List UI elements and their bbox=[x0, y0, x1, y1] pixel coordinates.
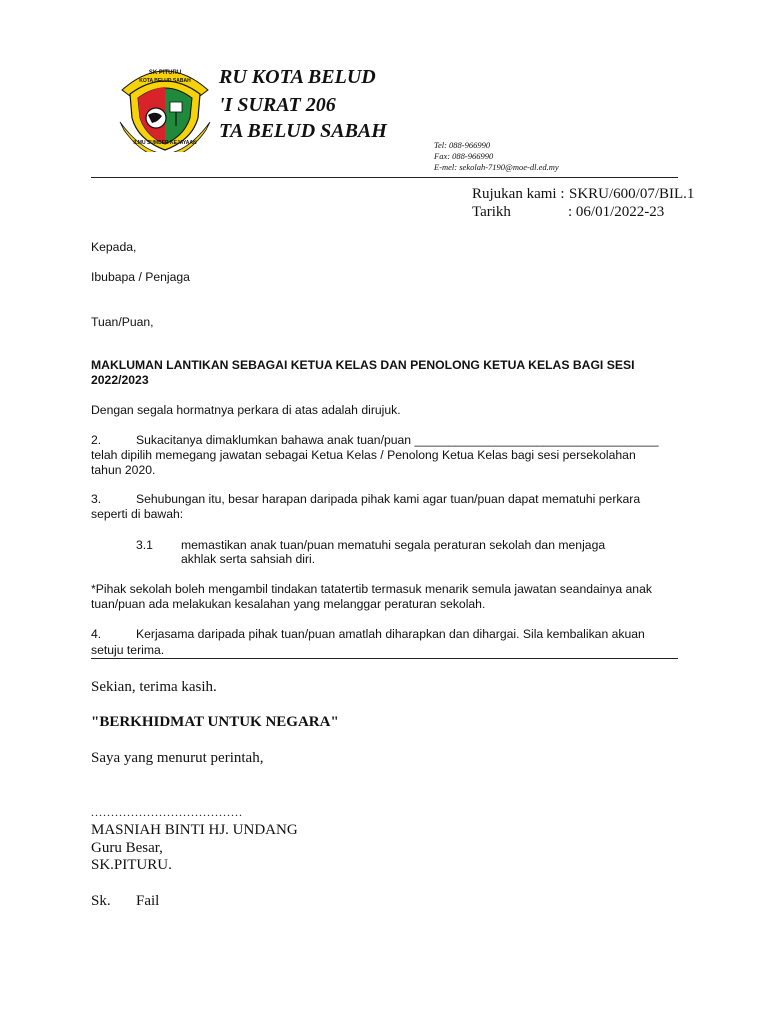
reference-value: SKRU/600/07/BIL.1 bbox=[569, 186, 695, 202]
disciplinary-note-line-1: *Pihak sekolah boleh mengambil tindakan tatatertib termasuk menarik semula jawatan seandainya anak bbox=[91, 582, 652, 596]
logo-motto: ILMU SUMBER KEJAYAAN bbox=[133, 140, 197, 146]
paragraph-3-line-2: seperti di bawah: bbox=[91, 507, 184, 521]
closing-thanks: Sekian, terima kasih. bbox=[91, 679, 217, 695]
paragraph-3-line-1: Sehubungan itu, besar harapan daripada pihak kami agar tuan/puan dapat mematuhi perkara bbox=[136, 492, 641, 506]
logo-arc-sub: KOTA BELUD SABAH bbox=[139, 78, 191, 84]
contact-fax: Fax: 088-966990 bbox=[434, 151, 494, 161]
addressee-heading: Kepada, bbox=[91, 240, 137, 254]
letter-title-line-2: 2022/2023 bbox=[91, 373, 149, 387]
contact-email: E-mel: sekolah-7190@moe-dl.ed.my bbox=[434, 162, 559, 172]
paragraph-2-number: 2. bbox=[91, 433, 102, 447]
disciplinary-note-line-2: tuan/puan ada melakukan kesalahan yang melanggar peraturan sekolah. bbox=[91, 597, 486, 611]
letterhead-divider bbox=[91, 177, 678, 178]
letter-title-line-1: MAKLUMAN LANTIKAN SEBAGAI KETUA KELAS DAN PENOLONG KETUA KELAS BAGI SESI bbox=[91, 358, 635, 372]
school-address-line-3: TA BELUD SABAH bbox=[219, 120, 387, 142]
cc-value: Fail bbox=[136, 893, 160, 909]
school-logo-crest bbox=[112, 60, 218, 152]
reference-label: Rujukan kami : bbox=[472, 186, 565, 202]
recipient: Ibubapa / Penjaga bbox=[91, 270, 190, 284]
signature-line: ...................................... bbox=[91, 805, 243, 819]
paragraph-3-number: 3. bbox=[91, 492, 102, 506]
paragraph-2-line-2: telah dipilih memegang jawatan sebagai Ketua Kelas / Penolong Ketua Kelas bagi sesi persekolahan bbox=[91, 448, 636, 462]
salutation: Tuan/Puan, bbox=[91, 315, 154, 329]
item-3-1-line-1: memastikan anak tuan/puan mematuhi segala peraturan sekolah dan menjaga bbox=[181, 538, 606, 552]
date-label: Tarikh bbox=[472, 204, 511, 220]
logo-arc-top: SK PITURU bbox=[148, 70, 182, 76]
school-address-line-1: RU KOTA BELUD bbox=[219, 66, 376, 88]
closing-slogan: "BERKHIDMAT UNTUK NEGARA" bbox=[91, 714, 339, 730]
paragraph-2-line-3: tahun 2020. bbox=[91, 463, 156, 477]
item-3-1-line-2: akhlak serta sahsiah diri. bbox=[181, 552, 316, 566]
paragraph-4-line-1: Kerjasama daripada pihak tuan/puan amatlah diharapkan dan dihargai. Sila kembalikan akuan bbox=[136, 627, 645, 641]
paragraph-4-number: 4. bbox=[91, 627, 102, 641]
body-divider bbox=[91, 658, 678, 659]
signatory-position: Guru Besar, bbox=[91, 840, 163, 856]
paragraph-4-line-2: setuju terima. bbox=[91, 643, 165, 657]
paragraph-2-line-1: Sukacitanya dimaklumkan bahawa anak tuan/puan ____________________________________ bbox=[136, 433, 659, 447]
signatory-school: SK.PITURU. bbox=[91, 857, 172, 873]
cc-label: Sk. bbox=[91, 893, 111, 909]
closing-obey: Saya yang menurut perintah, bbox=[91, 750, 264, 766]
signatory-name: MASNIAH BINTI HJ. UNDANG bbox=[91, 822, 298, 838]
date-value: : 06/01/2022-23 bbox=[568, 204, 665, 220]
contact-tel: Tel: 088-966990 bbox=[434, 140, 491, 150]
school-address-line-2: 'I SURAT 206 bbox=[219, 94, 336, 116]
paragraph-1: Dengan segala hormatnya perkara di atas adalah dirujuk. bbox=[91, 403, 401, 417]
item-3-1-number: 3.1 bbox=[136, 538, 153, 552]
